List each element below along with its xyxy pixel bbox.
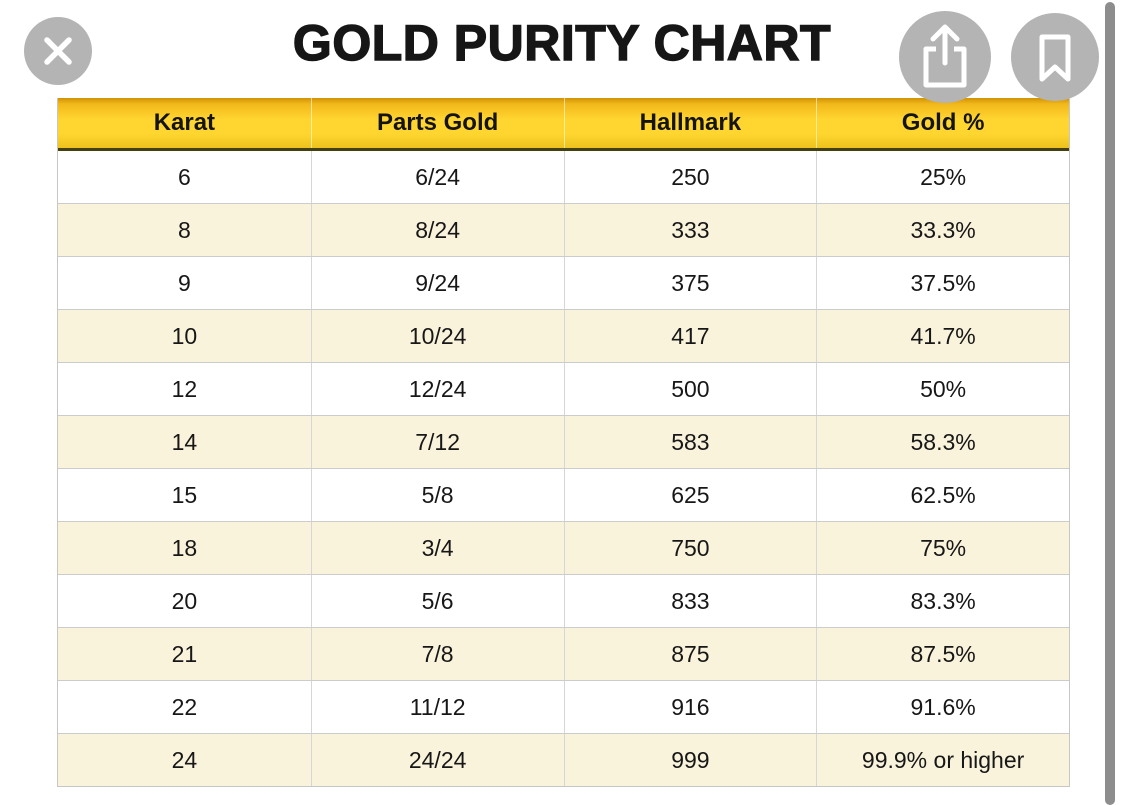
table-cell: 999 bbox=[564, 734, 817, 786]
page-title: GOLD PURITY CHART bbox=[292, 15, 832, 71]
column-header: Karat bbox=[153, 109, 216, 136]
table-cell: 8/24 bbox=[311, 204, 564, 256]
table-cell: 99.9% or higher bbox=[816, 734, 1069, 786]
table-cell: 9/24 bbox=[311, 257, 564, 309]
table-cell: 14 bbox=[171, 429, 198, 455]
table-cell: 833 bbox=[564, 575, 817, 627]
table-body bbox=[58, 151, 1069, 786]
table-cell: 83.3% bbox=[816, 575, 1069, 627]
table-cell: 8 bbox=[177, 217, 191, 243]
table-cell: 15 bbox=[171, 482, 198, 508]
table-cell: 22 bbox=[171, 694, 198, 720]
table-cell: 625 bbox=[564, 469, 817, 521]
table-cell: 10/24 bbox=[311, 310, 564, 362]
table-cell: 37.5% bbox=[816, 257, 1069, 309]
column-header: Gold % bbox=[816, 98, 1069, 148]
scrollbar[interactable] bbox=[1105, 2, 1115, 805]
table-cell: 12/24 bbox=[311, 363, 564, 415]
table-row bbox=[58, 680, 1069, 733]
column-header: Parts Gold bbox=[311, 98, 564, 148]
table-cell: 916 bbox=[564, 681, 817, 733]
table-cell: 33.3% bbox=[816, 204, 1069, 256]
close-button[interactable] bbox=[24, 17, 92, 85]
table-row bbox=[58, 733, 1069, 786]
table-row bbox=[58, 151, 1069, 203]
table-cell: 62.5% bbox=[816, 469, 1069, 521]
table-cell: 87.5% bbox=[816, 628, 1069, 680]
table-cell: 24/24 bbox=[311, 734, 564, 786]
table-row bbox=[58, 574, 1069, 627]
table-row bbox=[58, 309, 1069, 362]
table-cell: 18 bbox=[171, 535, 198, 561]
table-row bbox=[58, 521, 1069, 574]
table-cell: 91.6% bbox=[816, 681, 1069, 733]
table-cell: 375 bbox=[564, 257, 817, 309]
table-cell: 6/24 bbox=[311, 151, 564, 203]
table-cell: 875 bbox=[564, 628, 817, 680]
table-cell: 3/4 bbox=[311, 522, 564, 574]
table-row bbox=[58, 468, 1069, 521]
table-cell: 7/12 bbox=[311, 416, 564, 468]
table-cell: 583 bbox=[564, 416, 817, 468]
table-row bbox=[58, 203, 1069, 256]
table-cell: 58.3% bbox=[816, 416, 1069, 468]
column-header: Hallmark bbox=[564, 98, 817, 148]
table-cell: 9 bbox=[177, 270, 191, 296]
bookmark-icon bbox=[1011, 13, 1099, 101]
table-cell: 75% bbox=[816, 522, 1069, 574]
table-cell: 750 bbox=[564, 522, 817, 574]
table-cell: 417 bbox=[564, 310, 817, 362]
table-row bbox=[58, 256, 1069, 309]
table-cell: 50% bbox=[816, 363, 1069, 415]
table-cell: 12 bbox=[171, 376, 198, 402]
table-cell: 5/6 bbox=[311, 575, 564, 627]
table-row bbox=[58, 627, 1069, 680]
table-cell: 20 bbox=[171, 588, 198, 614]
close-icon bbox=[24, 17, 92, 85]
share-button[interactable] bbox=[899, 11, 991, 103]
table-cell: 5/8 bbox=[311, 469, 564, 521]
table-cell: 11/12 bbox=[311, 681, 564, 733]
table-cell: 7/8 bbox=[311, 628, 564, 680]
table-cell: 24 bbox=[171, 747, 198, 773]
table-cell: 250 bbox=[564, 151, 817, 203]
gold-purity-table bbox=[57, 98, 1070, 787]
table-cell: 41.7% bbox=[816, 310, 1069, 362]
table-row bbox=[58, 362, 1069, 415]
table-cell: 25% bbox=[816, 151, 1069, 203]
table-row bbox=[58, 415, 1069, 468]
table-cell: 6 bbox=[177, 164, 191, 190]
bookmark-button[interactable] bbox=[1011, 13, 1099, 101]
table-cell: 333 bbox=[564, 204, 817, 256]
table-header-row bbox=[58, 98, 1069, 151]
table-cell: 500 bbox=[564, 363, 817, 415]
table-cell: 21 bbox=[171, 641, 198, 667]
share-icon bbox=[899, 11, 991, 103]
table-cell: 10 bbox=[171, 323, 198, 349]
